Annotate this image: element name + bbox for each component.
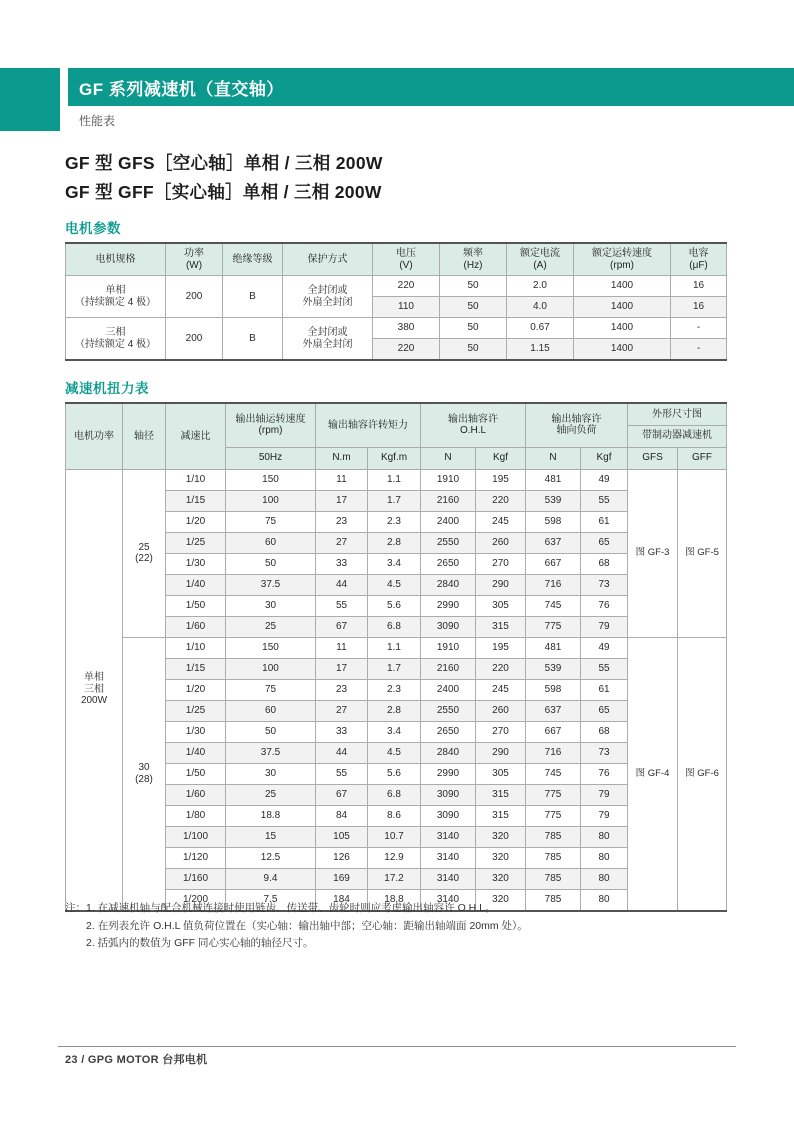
motor-header-row [66, 243, 727, 276]
table-cell: 25 [226, 616, 316, 637]
column-header: 外形尺寸图 [628, 403, 727, 425]
table-cell: 320 [476, 889, 526, 911]
table-cell: 17.2 [368, 868, 421, 889]
table-cell: 30 [226, 595, 316, 616]
table-cell: 1.7 [368, 658, 421, 679]
table-cell: 55 [581, 658, 628, 679]
table-cell: 1400 [574, 297, 671, 318]
table-cell: 716 [526, 742, 581, 763]
table-cell: 195 [476, 469, 526, 490]
table-cell: 3140 [421, 826, 476, 847]
table-cell: 49 [581, 469, 628, 490]
table-cell: 30 [226, 763, 316, 784]
table-cell: 4.0 [507, 297, 574, 318]
table-cell: 11 [316, 469, 368, 490]
table-cell: 260 [476, 700, 526, 721]
torque-table-row [66, 721, 727, 742]
table-cell: 50 [226, 721, 316, 742]
model-titles [65, 149, 383, 207]
table-cell: 637 [526, 532, 581, 553]
table-cell: 1400 [574, 339, 671, 361]
table-cell: 84 [316, 805, 368, 826]
table-cell: - [671, 318, 727, 339]
torque-table-row [66, 784, 727, 805]
table-cell: 18.8 [368, 889, 421, 911]
table-cell: 100 [226, 658, 316, 679]
column-header: 输出轴容许 O.H.L [421, 403, 526, 447]
table-cell: 315 [476, 805, 526, 826]
table-cell: 745 [526, 595, 581, 616]
table-cell: 6.8 [368, 616, 421, 637]
torque-table-row [66, 511, 727, 532]
column-subheader: Kgf [476, 447, 526, 469]
table-cell: 73 [581, 574, 628, 595]
column-header: 电机规格 [66, 243, 166, 276]
torque-table-row [66, 805, 727, 826]
table-cell: 126 [316, 847, 368, 868]
table-cell: 50 [226, 553, 316, 574]
table-cell: 2160 [421, 490, 476, 511]
table-cell: 8.6 [368, 805, 421, 826]
table-cell: 2400 [421, 511, 476, 532]
accent-block [0, 68, 60, 131]
torque-table-row [66, 700, 727, 721]
table-cell: 100 [226, 490, 316, 511]
notes-prefix: 注： [65, 902, 86, 914]
figure-ref-gff: 图 GF-5 [678, 469, 727, 637]
table-cell: 23 [316, 511, 368, 532]
table-cell: 11 [316, 637, 368, 658]
insulation-cell: B [223, 318, 283, 361]
table-cell: 33 [316, 721, 368, 742]
torque-table-row [66, 616, 727, 637]
table-cell: 1/200 [166, 889, 226, 911]
motor-table-row [66, 276, 727, 297]
table-cell: 667 [526, 721, 581, 742]
column-subheader: N.m [316, 447, 368, 469]
table-cell: 2990 [421, 595, 476, 616]
notes-items [86, 900, 705, 953]
table-cell: 2.3 [368, 511, 421, 532]
table-cell: 1/60 [166, 616, 226, 637]
table-cell: 1/20 [166, 511, 226, 532]
motor-table-row [66, 318, 727, 339]
table-cell: 80 [581, 847, 628, 868]
table-cell: 75 [226, 511, 316, 532]
table-cell: 2840 [421, 574, 476, 595]
column-header: 电压 (V) [373, 243, 440, 276]
table-cell: 79 [581, 784, 628, 805]
table-cell: 1/30 [166, 553, 226, 574]
table-cell: 55 [316, 763, 368, 784]
table-cell: 61 [581, 679, 628, 700]
table-cell: 2.8 [368, 700, 421, 721]
column-header: 输出轴运转速度 (rpm) [226, 403, 316, 447]
table-cell: 73 [581, 742, 628, 763]
power-cell: 200 [166, 318, 223, 361]
column-subheader: N [421, 447, 476, 469]
table-cell: 65 [581, 700, 628, 721]
table-cell: 785 [526, 847, 581, 868]
table-cell: 1910 [421, 637, 476, 658]
column-header: 输出轴容许转矩力 [316, 403, 421, 447]
table-cell: 1/80 [166, 805, 226, 826]
table-cell: 1/160 [166, 868, 226, 889]
table-cell: 67 [316, 784, 368, 805]
table-cell: 23 [316, 679, 368, 700]
table-cell: 775 [526, 805, 581, 826]
note-item: 2. 在列表允许 O.H.L 值负荷位置在（实心轴：输出轴中部；空心轴：距输出轴端面 20mm 处）。 [86, 919, 528, 932]
table-cell: 61 [581, 511, 628, 532]
torque-table-row [66, 826, 727, 847]
notes [65, 900, 705, 953]
table-cell: 305 [476, 763, 526, 784]
table-cell: 7.5 [226, 889, 316, 911]
table-cell: 169 [316, 868, 368, 889]
column-header: 轴径 [123, 403, 166, 469]
motor-table-header [66, 243, 727, 276]
torque-table-row [66, 763, 727, 784]
table-cell: 220 [476, 490, 526, 511]
table-cell: 9.4 [226, 868, 316, 889]
table-cell: 55 [581, 490, 628, 511]
table-cell: 2840 [421, 742, 476, 763]
table-cell: 2990 [421, 763, 476, 784]
table-cell: 245 [476, 679, 526, 700]
model-title-gfs: GF 型 GFS［空心轴］单相 / 三相 200W [65, 153, 383, 173]
table-cell: 16 [671, 276, 727, 297]
table-cell: 716 [526, 574, 581, 595]
column-header: 保护方式 [283, 243, 373, 276]
page-subtitle: 性能表 [79, 114, 116, 128]
table-cell: 1.1 [368, 469, 421, 490]
column-header: 额定运转速度 (rpm) [574, 243, 671, 276]
note-item: 1. 在减速机轴与配合机械连接时使用链齿、传送带、齿轮时则应考虑输出轴容许 O.H.L。 [86, 902, 496, 914]
section-title-torque-table: 减速机扭力表 [65, 381, 149, 396]
table-cell: 290 [476, 742, 526, 763]
table-cell: 184 [316, 889, 368, 911]
table-cell: 0.67 [507, 318, 574, 339]
torque-table-row [66, 868, 727, 889]
torque-table-row [66, 532, 727, 553]
torque-table-row [66, 574, 727, 595]
table-cell: 3090 [421, 805, 476, 826]
table-cell: 80 [581, 826, 628, 847]
table-cell: 37.5 [226, 742, 316, 763]
table-cell: 785 [526, 826, 581, 847]
table-cell: 637 [526, 700, 581, 721]
protection-cell: 全封闭或 外扇全封闭 [283, 318, 373, 361]
table-cell: 1/120 [166, 847, 226, 868]
table-cell: 4.5 [368, 742, 421, 763]
column-header: 功率 (W) [166, 243, 223, 276]
motor-parameters-table [65, 242, 727, 361]
table-cell: - [671, 339, 727, 361]
table-cell: 80 [581, 889, 628, 911]
table-cell: 3.4 [368, 553, 421, 574]
table-cell: 15 [226, 826, 316, 847]
table-cell: 775 [526, 784, 581, 805]
column-subheader: GFS [628, 447, 678, 469]
table-cell: 75 [226, 679, 316, 700]
table-cell: 1.7 [368, 490, 421, 511]
table-cell: 1/50 [166, 595, 226, 616]
table-cell: 305 [476, 595, 526, 616]
table-cell: 1400 [574, 276, 671, 297]
table-cell: 745 [526, 763, 581, 784]
table-cell: 110 [373, 297, 440, 318]
column-header: 输出轴容许 轴向负荷 [526, 403, 628, 447]
table-cell: 17 [316, 490, 368, 511]
table-cell: 2.0 [507, 276, 574, 297]
torque-header-row-1 [66, 403, 727, 425]
table-cell: 320 [476, 847, 526, 868]
motor-table-body [66, 276, 727, 361]
table-cell: 16 [671, 297, 727, 318]
table-cell: 2650 [421, 553, 476, 574]
torque-table-row [66, 490, 727, 511]
table-cell: 1.1 [368, 637, 421, 658]
torque-table-row [66, 679, 727, 700]
table-cell: 2.3 [368, 679, 421, 700]
figure-ref-gff: 图 GF-6 [678, 637, 727, 911]
power-cell: 200 [166, 276, 223, 318]
table-cell: 68 [581, 721, 628, 742]
table-cell: 667 [526, 553, 581, 574]
column-header: 减速比 [166, 403, 226, 469]
table-cell: 1/60 [166, 784, 226, 805]
torque-table-body [66, 469, 727, 911]
torque-table-row [66, 847, 727, 868]
table-cell: 76 [581, 763, 628, 784]
table-cell: 5.6 [368, 763, 421, 784]
table-cell: 10.7 [368, 826, 421, 847]
table-cell: 1/100 [166, 826, 226, 847]
note-item: 2. 括弧内的数值为 GFF 同心实心轴的轴径尺寸。 [86, 937, 314, 949]
table-cell: 195 [476, 637, 526, 658]
table-cell: 315 [476, 784, 526, 805]
table-cell: 1/15 [166, 490, 226, 511]
table-cell: 60 [226, 700, 316, 721]
table-cell: 12.5 [226, 847, 316, 868]
table-cell: 67 [316, 616, 368, 637]
torque-table-row [66, 658, 727, 679]
table-cell: 1/40 [166, 742, 226, 763]
table-cell: 775 [526, 616, 581, 637]
shaft-diameter-cell: 30 (28) [123, 637, 166, 911]
table-cell: 1400 [574, 318, 671, 339]
torque-table-row [66, 742, 727, 763]
table-cell: 3140 [421, 847, 476, 868]
table-cell: 245 [476, 511, 526, 532]
table-cell: 1/10 [166, 637, 226, 658]
table-cell: 25 [226, 784, 316, 805]
table-cell: 1.15 [507, 339, 574, 361]
table-cell: 290 [476, 574, 526, 595]
table-cell: 27 [316, 532, 368, 553]
table-cell: 598 [526, 679, 581, 700]
table-cell: 3090 [421, 784, 476, 805]
table-cell: 6.8 [368, 784, 421, 805]
table-cell: 55 [316, 595, 368, 616]
table-cell: 50 [440, 339, 507, 361]
table-cell: 68 [581, 553, 628, 574]
motor-power-cell: 单相 三相 200W [66, 469, 123, 911]
column-subheader: 50Hz [226, 447, 316, 469]
table-cell: 1/50 [166, 763, 226, 784]
table-cell: 3.4 [368, 721, 421, 742]
table-cell: 65 [581, 532, 628, 553]
table-cell: 2550 [421, 700, 476, 721]
table-cell: 1/40 [166, 574, 226, 595]
table-cell: 2650 [421, 721, 476, 742]
table-cell: 380 [373, 318, 440, 339]
insulation-cell: B [223, 276, 283, 318]
table-cell: 320 [476, 868, 526, 889]
table-cell: 3140 [421, 889, 476, 911]
table-cell: 1910 [421, 469, 476, 490]
table-cell: 320 [476, 826, 526, 847]
column-subheader: Kgf.m [368, 447, 421, 469]
table-cell: 1/20 [166, 679, 226, 700]
motor-spec-cell: 三相 （持续额定 4 极） [66, 318, 166, 361]
shaft-diameter-cell: 25 (22) [123, 469, 166, 637]
column-subheader: N [526, 447, 581, 469]
table-cell: 1/25 [166, 700, 226, 721]
column-subheader: GFF [678, 447, 727, 469]
table-cell: 3090 [421, 616, 476, 637]
table-cell: 1/25 [166, 532, 226, 553]
table-cell: 270 [476, 553, 526, 574]
column-header: 带制动器减速机 [628, 425, 727, 447]
page-header-bar [68, 68, 794, 106]
table-cell: 79 [581, 805, 628, 826]
table-cell: 12.9 [368, 847, 421, 868]
table-cell: 18.8 [226, 805, 316, 826]
table-cell: 33 [316, 553, 368, 574]
table-cell: 50 [440, 297, 507, 318]
table-cell: 37.5 [226, 574, 316, 595]
section-title-motor-params: 电机参数 [65, 221, 121, 236]
table-cell: 315 [476, 616, 526, 637]
table-cell: 2.8 [368, 532, 421, 553]
torque-table [65, 402, 727, 912]
table-cell: 220 [373, 276, 440, 297]
column-header: 电容 (μF) [671, 243, 727, 276]
model-title-gff: GF 型 GFF［实心轴］单相 / 三相 200W [65, 182, 382, 202]
column-header: 绝缘等级 [223, 243, 283, 276]
motor-spec-cell: 单相 （持续额定 4 极） [66, 276, 166, 318]
table-cell: 60 [226, 532, 316, 553]
torque-table-header [66, 403, 727, 469]
table-cell: 2400 [421, 679, 476, 700]
column-header: 频率 (Hz) [440, 243, 507, 276]
table-cell: 481 [526, 469, 581, 490]
table-cell: 44 [316, 574, 368, 595]
table-cell: 2160 [421, 658, 476, 679]
table-cell: 105 [316, 826, 368, 847]
table-cell: 785 [526, 889, 581, 911]
table-cell: 270 [476, 721, 526, 742]
table-cell: 5.6 [368, 595, 421, 616]
torque-table-row [66, 469, 727, 490]
table-cell: 220 [373, 339, 440, 361]
table-cell: 4.5 [368, 574, 421, 595]
table-cell: 49 [581, 637, 628, 658]
table-cell: 1/30 [166, 721, 226, 742]
table-cell: 76 [581, 595, 628, 616]
figure-ref-gfs: 图 GF-4 [628, 637, 678, 911]
table-cell: 260 [476, 532, 526, 553]
column-subheader: Kgf [581, 447, 628, 469]
table-cell: 1/15 [166, 658, 226, 679]
protection-cell: 全封闭或 外扇全封闭 [283, 276, 373, 318]
table-cell: 539 [526, 658, 581, 679]
table-cell: 79 [581, 616, 628, 637]
table-cell: 17 [316, 658, 368, 679]
footer-divider [58, 1046, 736, 1047]
table-cell: 44 [316, 742, 368, 763]
table-cell: 50 [440, 276, 507, 297]
figure-ref-gfs: 图 GF-3 [628, 469, 678, 637]
column-header: 电机功率 [66, 403, 123, 469]
table-cell: 150 [226, 637, 316, 658]
torque-table-row [66, 637, 727, 658]
table-cell: 80 [581, 868, 628, 889]
page-title: GF 系列减速机（直交轴） [79, 79, 284, 99]
table-cell: 785 [526, 868, 581, 889]
table-cell: 27 [316, 700, 368, 721]
table-cell: 539 [526, 490, 581, 511]
table-cell: 1/10 [166, 469, 226, 490]
torque-table-row [66, 595, 727, 616]
table-cell: 50 [440, 318, 507, 339]
torque-table-row [66, 553, 727, 574]
table-cell: 150 [226, 469, 316, 490]
column-header: 额定电流 (A) [507, 243, 574, 276]
footer-page-info: 23 / GPG MOTOR 台邦电机 [65, 1054, 208, 1066]
table-cell: 220 [476, 658, 526, 679]
table-cell: 3140 [421, 868, 476, 889]
table-cell: 481 [526, 637, 581, 658]
table-cell: 2550 [421, 532, 476, 553]
table-cell: 598 [526, 511, 581, 532]
